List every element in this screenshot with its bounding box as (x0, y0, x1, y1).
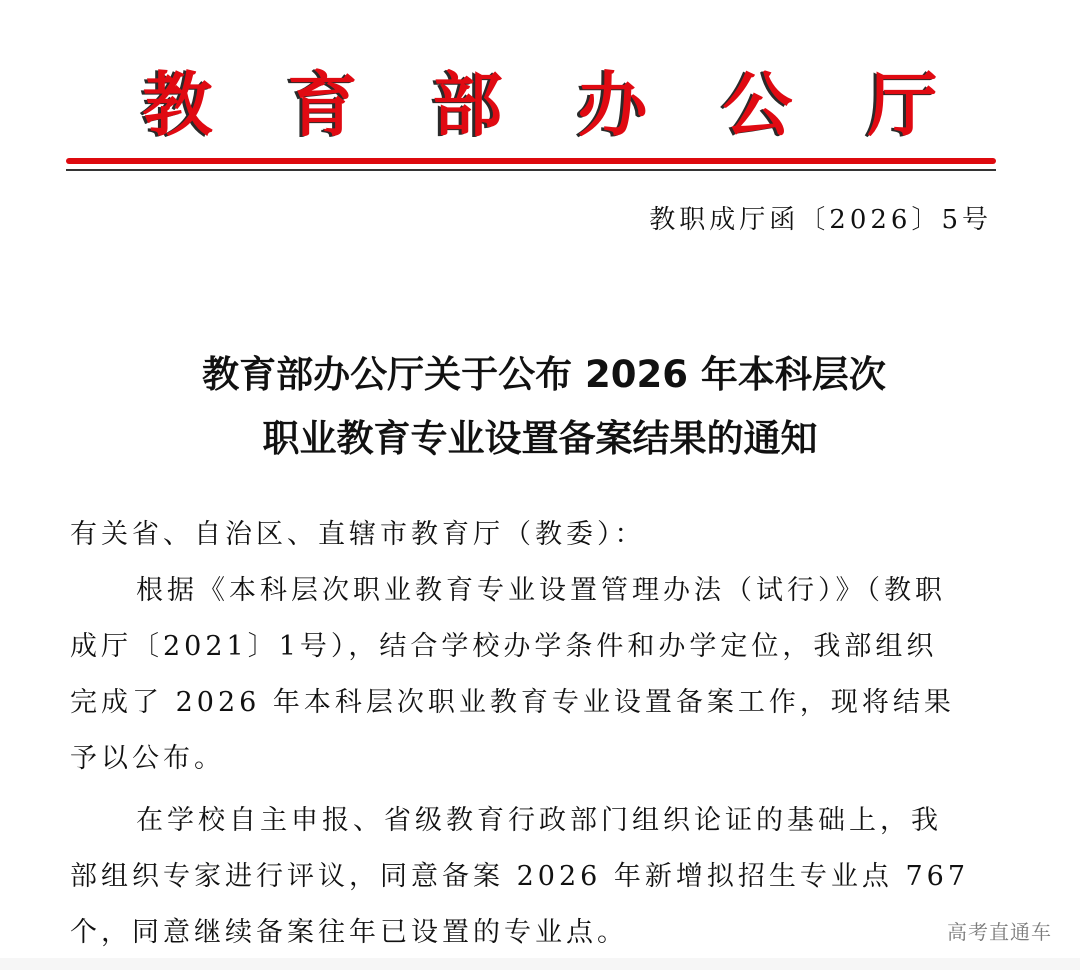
title-line-2: 职业教育专业设置备案结果的通知 (262, 417, 818, 460)
document-title (0, 343, 1080, 471)
salutation: 有关省、自治区、直辖市教育厅（教委）： (70, 519, 646, 550)
paragraph-line: 予以公布。 (70, 743, 225, 774)
paragraph-line: 在学校自主申报、省级教育行政部门组织论证的基础上，我 (136, 805, 942, 836)
masthead-title: 教育部办公厅 (142, 63, 1013, 146)
masthead (0, 60, 1080, 150)
document-body (70, 507, 1000, 961)
paragraph-line: 部组织专家进行评议，同意备案 2026 年新增拟招生专业点 767 (70, 861, 969, 892)
masthead-red-rule (66, 158, 996, 164)
bottom-edge (0, 958, 1080, 970)
paragraph-line: 完成了 2026 年本科层次职业教育专业设置备案工作，现将结果 (70, 687, 955, 718)
paragraph-2 (70, 793, 1000, 961)
masthead-black-rule (66, 169, 996, 171)
title-line-1: 教育部办公厅关于公布 2026 年本科层次 (202, 353, 886, 396)
paragraph-line: 成厅〔2021〕1号），结合学校办学条件和办学定位，我部组织 (70, 631, 938, 662)
paragraph-line: 个，同意继续备案往年已设置的专业点。 (70, 917, 628, 948)
paragraph-line: 根据《本科层次职业教育专业设置管理办法（试行）》（教职 (136, 575, 946, 606)
paragraph-1 (70, 563, 1000, 787)
document-number: 教职成厅函〔2026〕5号 (649, 205, 992, 235)
watermark-label: 高考直通车 (947, 920, 1052, 944)
